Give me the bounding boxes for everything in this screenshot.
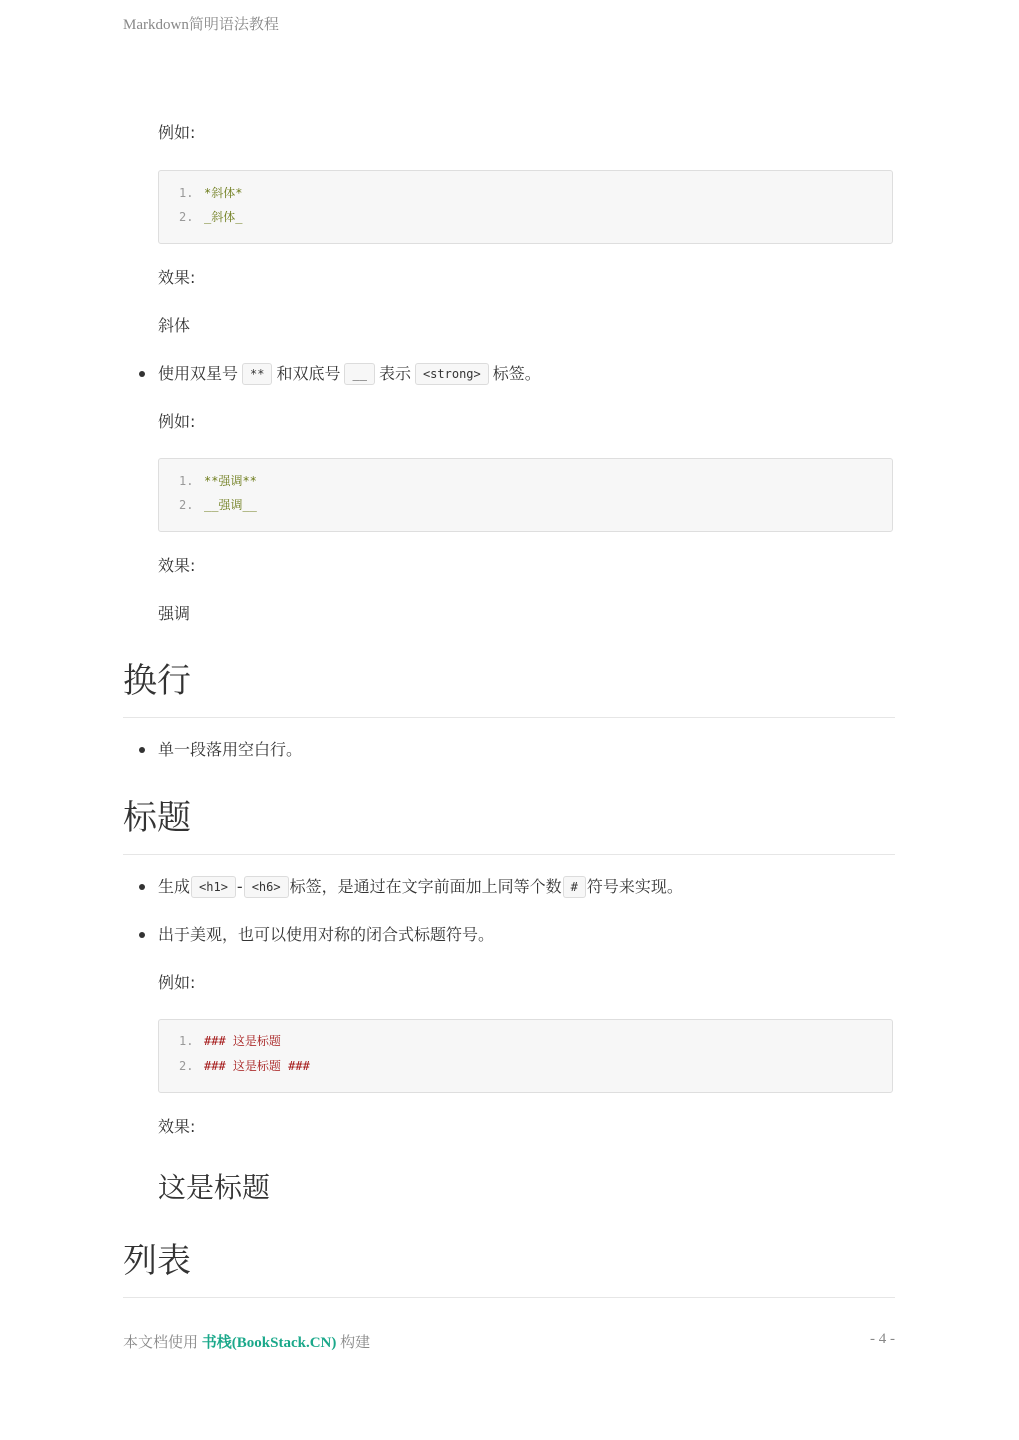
effect-result-heading: 这是标题	[158, 1171, 271, 1204]
line-number: 2.	[179, 498, 194, 512]
inline-code: **	[242, 363, 272, 385]
effect-label: 效果:	[158, 268, 196, 287]
footer-prefix: 本文档使用	[123, 1335, 199, 1351]
code-text: ### 这是标题	[204, 1034, 281, 1048]
code-text: _斜体_	[204, 210, 243, 224]
code-line	[179, 471, 257, 491]
bookstack-link[interactable]: 书栈(BookStack.CN)	[201, 1335, 337, 1351]
text: 符号来实现。	[586, 877, 683, 896]
example-label: 例如:	[158, 412, 196, 431]
code-block-italic	[158, 170, 893, 244]
line-number: 1.	[179, 1034, 194, 1048]
code-line	[179, 183, 242, 203]
code-text: *斜体*	[204, 186, 243, 200]
effect-result: 斜体	[158, 316, 191, 335]
text: 标签，是通过在文字前面加上同等个数	[289, 877, 562, 896]
line-number: 2.	[179, 210, 194, 224]
effect-label: 效果:	[158, 1117, 196, 1136]
code-block-heading	[158, 1019, 893, 1093]
line-number: 1.	[179, 186, 194, 200]
code-text: ### 这是标题 ###	[204, 1059, 310, 1073]
list-item-heading-syntax	[158, 875, 683, 899]
list-item-closed-heading: 出于美观，也可以使用对称的闭合式标题符号。	[158, 925, 495, 944]
running-header: Markdown简明语法教程	[123, 17, 279, 33]
example-label: 例如:	[158, 123, 196, 142]
inline-code: #	[563, 876, 586, 898]
section-heading-linebreak: 换行	[123, 661, 191, 701]
code-block-strong	[158, 458, 893, 532]
bullet-dot	[139, 371, 145, 377]
page-number: - 4 -	[870, 1331, 895, 1347]
section-heading-title: 标题	[123, 798, 191, 838]
text: 生成	[158, 877, 191, 896]
inline-code: __	[344, 363, 374, 385]
text: 和双底号	[276, 364, 341, 383]
code-line	[179, 1031, 281, 1051]
heading-rule	[123, 717, 895, 718]
text: 表示	[378, 364, 411, 383]
effect-label: 效果:	[158, 556, 196, 575]
code-line	[179, 495, 257, 515]
footer-credit	[123, 1331, 370, 1352]
bullet-dot	[139, 932, 145, 938]
code-line	[179, 207, 242, 227]
effect-result: 强调	[158, 604, 191, 623]
list-item-linebreak: 单一段落用空白行。	[158, 740, 303, 759]
line-number: 1.	[179, 474, 194, 488]
text: 使用双星号	[158, 364, 239, 383]
bullet-dot	[139, 884, 145, 890]
example-label: 例如:	[158, 973, 196, 992]
list-item-strong	[158, 362, 541, 386]
heading-rule	[123, 1297, 895, 1298]
inline-code: <h1>	[191, 876, 236, 898]
inline-code: <h6>	[244, 876, 289, 898]
text: -	[236, 877, 243, 896]
footer-suffix: 构建	[340, 1335, 371, 1351]
code-line	[179, 1056, 310, 1076]
section-heading-list: 列表	[123, 1241, 191, 1281]
code-text: __强调__	[204, 498, 257, 512]
heading-rule	[123, 854, 895, 855]
bullet-dot	[139, 747, 145, 753]
text: 标签。	[492, 364, 541, 383]
code-text: **强调**	[204, 474, 257, 488]
inline-code: <strong>	[415, 363, 489, 385]
line-number: 2.	[179, 1059, 194, 1073]
